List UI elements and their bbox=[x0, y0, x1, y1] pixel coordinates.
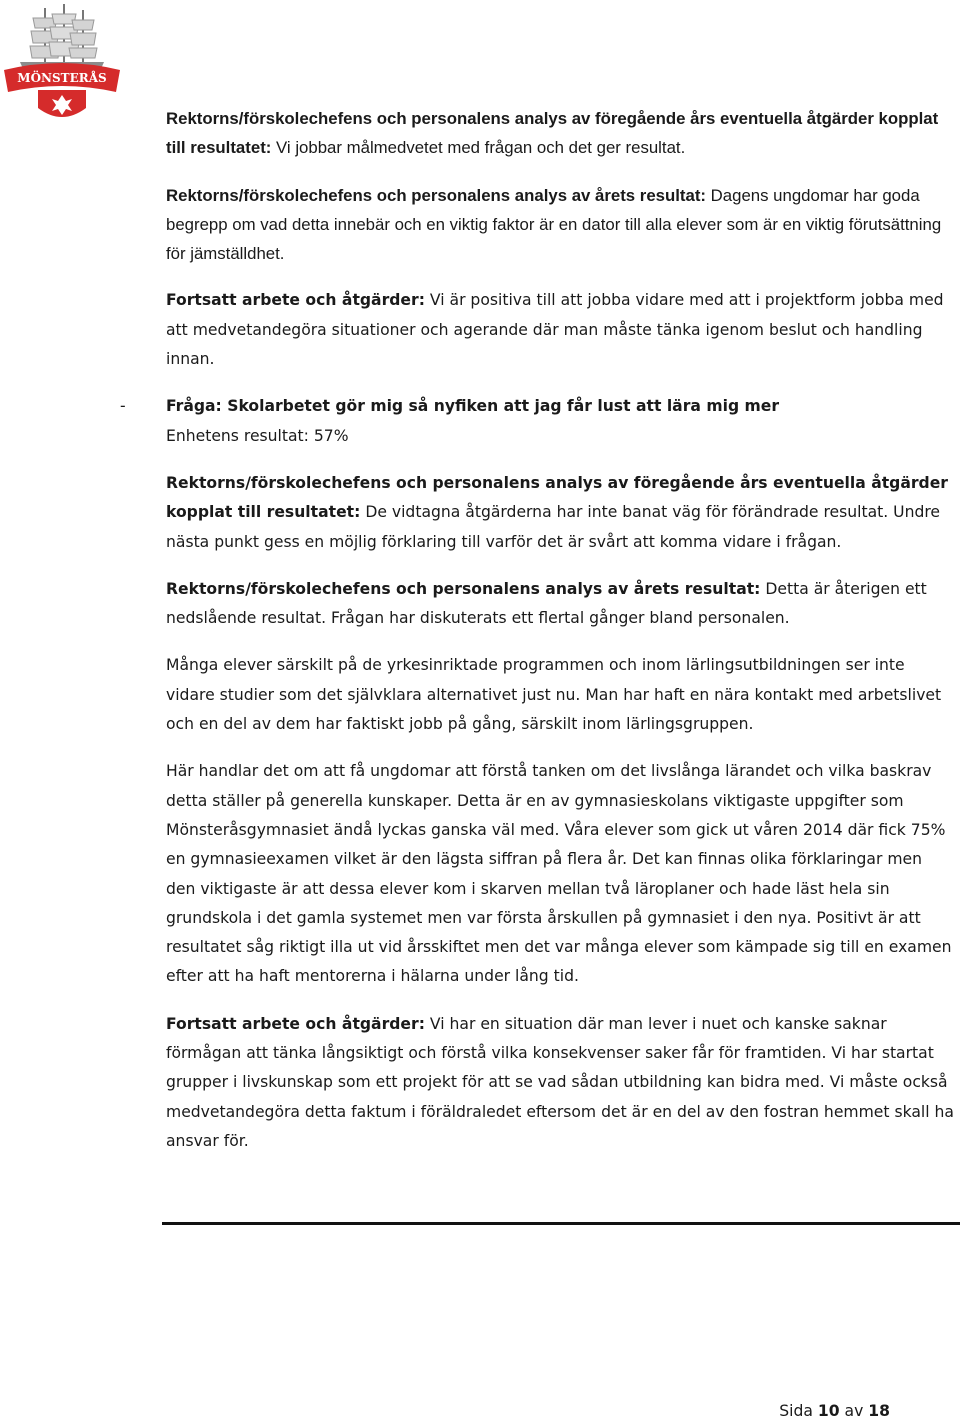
analysis-current-paragraph-2 bbox=[166, 575, 956, 634]
ship-logo-icon bbox=[0, 0, 125, 130]
paragraph-text: Här handlar det om att få ungdomar att förstå tanken om det livslånga lärandet och vilka baskrav detta ställer på generella kunskaper. Detta är en av gymnasieskolans viktigaste uppgifter som Mönsteråsgymnasiet ändå lyckas ganska väl med. Våra elever som gick ut våren 2014 där fick 75% en gymnasieexamen vilket är den lägsta siffran på flera år. Det kan finnas olika förklaringar men den viktigaste är att dessa elever kom i skarven mellan två läroplaner och hade läst hela sin grundskola i det gamla systemet men var första årskullen på gymnasiet i den nya. Positivt är att resultatet såg riktigt illa ut vid årsskiftet men det var många elever som kämpade sig till en examen efter att ha haft mentorerna i hälarna under lång tid. bbox=[166, 762, 952, 986]
monsteras-logo bbox=[0, 0, 125, 130]
page-separator: av bbox=[839, 1402, 869, 1420]
footer-divider bbox=[162, 1222, 960, 1225]
body-paragraph bbox=[166, 651, 956, 739]
page-total: 18 bbox=[868, 1402, 890, 1420]
paragraph-text: De vidtagna åtgärderna har inte banat väg för förändrade resultat. Undre nästa punkt gess en möjlig förklaring till varför det är svårt att komma vidare i frågan. bbox=[166, 503, 941, 551]
paragraph-text: Många elever särskilt på de yrkesinriktade programmen och inom lärlingsutbildningen ser inte vidare studier som det självklara alternativet just nu. Man har haft en nära kontakt med arbetslivet och en del av dem har faktiskt jobb på gång, särskilt inom lärlingsgruppen. bbox=[166, 656, 942, 734]
paragraph-text: Dagens ungdomar har goda begrepp om vad detta innebär och en viktig faktor är en dator till alla elever som är en viktig förutsättning för jämställdhet. bbox=[166, 185, 942, 264]
paragraph-label: Rektorns/förskolechefens och personalens analys av föregående års eventuella åtgärder kopplat till resultatet: bbox=[166, 473, 948, 522]
question-title: Fråga: Skolarbetet gör mig så nyfiken att jag får lust att lära mig mer bbox=[166, 397, 780, 416]
paragraph-label: Fortsatt arbete och åtgärder: bbox=[166, 1014, 425, 1033]
paragraph-label: Rektorns/förskolechefens och personalens analys av årets resultat: bbox=[166, 579, 761, 598]
actions-paragraph-2 bbox=[166, 1010, 956, 1156]
analysis-current-paragraph bbox=[166, 181, 956, 269]
question-item bbox=[120, 392, 956, 451]
paragraph-label: Fortsatt arbete och åtgärder: bbox=[166, 291, 425, 310]
page-number bbox=[779, 1402, 890, 1420]
page-prefix: Sida bbox=[779, 1402, 818, 1420]
paragraph-text: Vi har en situation där man lever i nuet och kanske saknar förmågan att tänka långsiktigt och förstå vilka konsekvenser saker får för framtiden. Vi har startat grupper i livskunskap som ett projekt för att se vad sådan utbildning kan bidra med. Vi måste också medvetandegöra detta faktum i föräldraledet eftersom det är en del av den fostran hemmet skall ha ansvar för. bbox=[166, 1014, 954, 1150]
document-body bbox=[120, 104, 956, 1174]
analysis-previous-paragraph bbox=[166, 104, 956, 163]
analysis-previous-paragraph-2 bbox=[166, 469, 956, 557]
paragraph-label: Rektorns/förskolechefens och personalens analys av föregående års eventuella åtgärder kopplat till resultatet: bbox=[166, 109, 939, 158]
svg-text:MÖNSTERÅS: MÖNSTERÅS bbox=[17, 71, 107, 85]
question-result: Enhetens resultat: 57% bbox=[166, 426, 349, 445]
list-bullet: - bbox=[120, 397, 126, 416]
body-paragraph bbox=[166, 757, 956, 991]
paragraph-text: Detta är återigen ett nedslående resultat. Frågan har diskuterats ett flertal gånger bland personalen. bbox=[166, 579, 927, 628]
paragraph-label: Rektorns/förskolechefens och personalens analys av årets resultat: bbox=[166, 185, 707, 205]
actions-paragraph bbox=[166, 286, 956, 374]
paragraph-text: Vi jobbar målmedvetet med frågan och det ger resultat. bbox=[271, 138, 686, 158]
paragraph-text: Vi är positiva till att jobba vidare med att i projektform jobba med att medvetandegöra situationer och agerande där man måste tänka igenom beslut och handling innan. bbox=[166, 291, 944, 369]
page-current: 10 bbox=[817, 1402, 840, 1420]
